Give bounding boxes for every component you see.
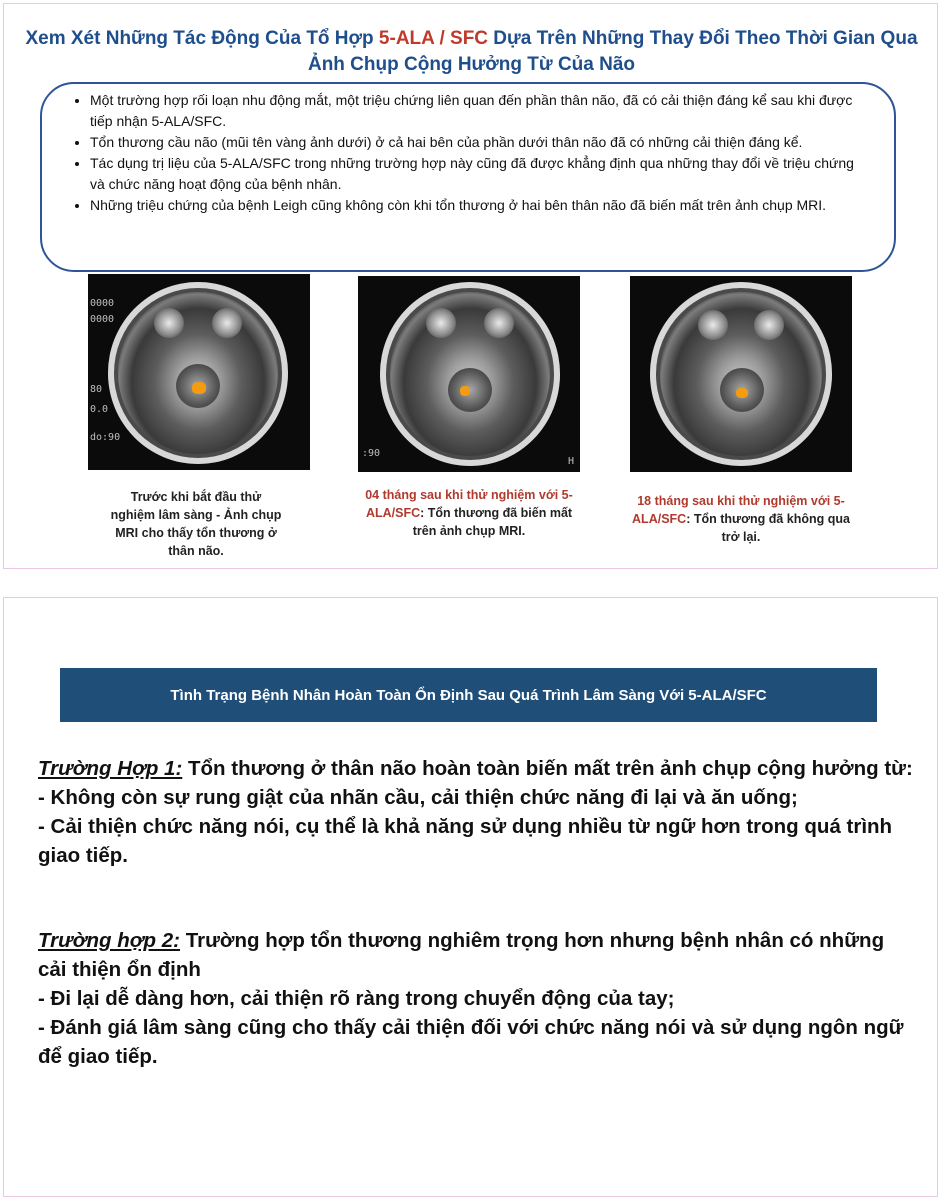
summary-bullet-list	[62, 90, 864, 216]
lesion-marker	[460, 386, 470, 396]
caption-text: Trước khi bắt đầu thử nghiệm lâm sàng - Ảnh chụp MRI cho thấy tổn thương ở thân não.	[110, 490, 282, 558]
summary-bullet: • Tổn thương cầu não (mũi tên vàng ảnh dưới) ở cả hai bên của phần dưới thân não đã có những cải thiện đáng kể.	[90, 132, 864, 153]
case-1-intro-text: Tổn thương ở thân não hoàn toàn biến mất trên ảnh chụp cộng hưởng từ:	[182, 757, 913, 780]
status-banner: Tình Trạng Bệnh Nhân Hoàn Toàn Ổn Định Sau Quá Trình Lâm Sàng Với 5-ALA/SFC	[60, 668, 877, 722]
scan-overlay-text: 0.0	[90, 404, 109, 415]
mri-brainstem	[448, 368, 492, 412]
case-2-heading: Trường hợp 2:	[38, 929, 180, 952]
title-accent-sfc: SFC	[450, 28, 489, 49]
mri-eye-right	[484, 308, 514, 338]
mri-eye-right	[754, 310, 784, 340]
summary-bullet: • Một trường hợp rối loạn nhu động mắt, một triệu chứng liên quan đến phần thân não, đã có cải thiện đáng kể sau khi được tiếp nhận 5-ALA/SFC.	[90, 90, 864, 132]
case-1-heading: Trường Hợp 1:	[38, 757, 183, 780]
case-2-block	[38, 926, 918, 1071]
mri-eye-right	[212, 308, 242, 338]
scan-overlay-text: :90	[362, 448, 381, 459]
scan-overlay-text: 80	[90, 384, 103, 395]
scan-overlay-text: do:90	[90, 432, 121, 443]
caption-accent: 18 tháng sau khi thử nghiệm với 5-ALA/SFC	[632, 494, 845, 526]
mri-image-18-months	[630, 276, 852, 472]
title-separator: /	[434, 28, 451, 49]
summary-bullet-box	[40, 82, 896, 272]
case-2-line: - Đi lại dễ dàng hơn, cải thiện rõ ràng trong chuyển động của tay;	[38, 987, 675, 1010]
mri-image-4-months	[358, 276, 580, 472]
case-2-intro-text: Trường hợp tổn thương nghiêm trọng hơn nhưng bệnh nhân có những cải thiện ổn định	[38, 929, 885, 981]
title-text-1: Xem Xét Những Tác Động Của Tổ Hợp	[25, 28, 379, 49]
case-1-line: - Không còn sự rung giật của nhãn cầu, cải thiện chức năng đi lại và ăn uống;	[38, 786, 798, 809]
slide-patient-status	[3, 597, 938, 1197]
caption-4-months	[364, 486, 574, 540]
scan-overlay-text: 0000	[90, 298, 115, 309]
case-1-line: - Cải thiện chức năng nói, cụ thể là khả năng sử dụng nhiều từ ngữ hơn trong quá trình giao tiếp.	[38, 815, 893, 867]
case-2-intro	[38, 926, 918, 984]
scan-overlay-text: 0000	[90, 314, 115, 325]
summary-bullet: • Những triệu chứng của bệnh Leigh cũng không còn khi tổn thương ở hai bên thân não đã biến mất trên ảnh chụp MRI.	[90, 195, 864, 216]
caption-accent: 04 tháng sau khi thử nghiệm với 5-ALA/SFC	[365, 488, 573, 520]
mri-eye-left	[154, 308, 184, 338]
case-1-intro	[38, 754, 918, 783]
caption-18-months	[630, 492, 852, 546]
caption-before	[108, 488, 284, 560]
scan-overlay-text: H	[568, 456, 575, 467]
case-1-block	[38, 754, 918, 870]
summary-bullet: • Tác dụng trị liệu của 5-ALA/SFC trong những trường hợp này cũng đã được khẳng định qua những thay đổi về triệu chứng và chức năng hoạt động của bệnh nhân.	[90, 153, 864, 195]
slide-title	[24, 26, 919, 78]
lesion-marker	[192, 382, 206, 394]
lesion-marker	[736, 388, 748, 398]
title-accent-5ala: 5-ALA	[378, 28, 435, 49]
mri-image-before	[88, 274, 310, 470]
title-text-2: Dựa Trên Những Thay Đổi Theo Thời Gian Qua Ảnh Chụp Cộng Hưởng Từ Của Não	[307, 28, 918, 75]
mri-eye-left	[698, 310, 728, 340]
caption-text: : Tổn thương đã biến mất trên ảnh chụp MRI.	[412, 506, 573, 538]
caption-text: : Tổn thương đã không qua trở lại.	[686, 512, 850, 544]
case-2-line: - Đánh giá lâm sàng cũng cho thấy cải thiện đối với chức năng nói và sử dụng ngôn ngữ để giao tiếp.	[38, 1016, 904, 1068]
mri-eye-left	[426, 308, 456, 338]
slide-mri-comparison	[3, 3, 938, 569]
